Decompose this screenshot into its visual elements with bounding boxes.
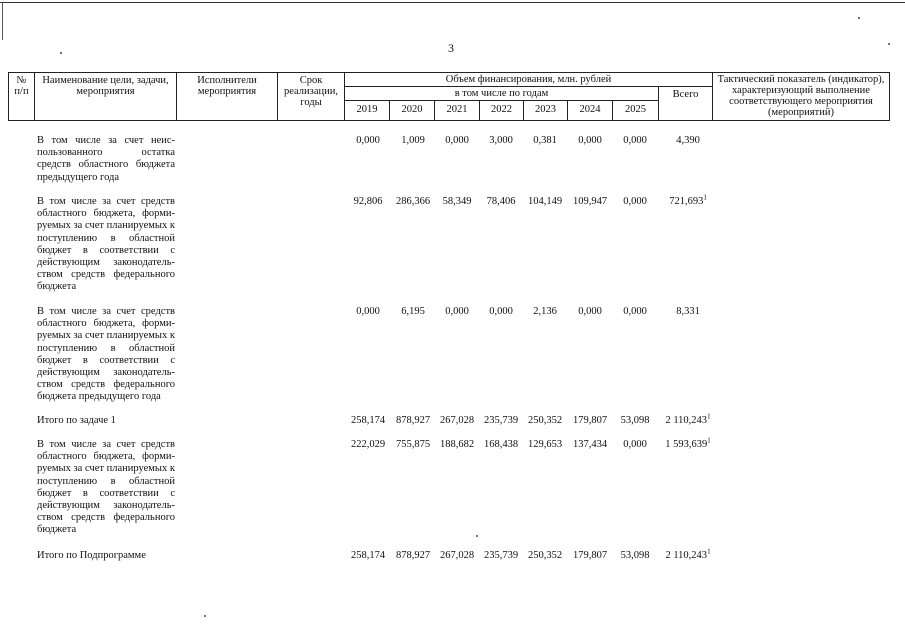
value-2021: 0,000: [445, 135, 469, 146]
header-executors-label: Исполнители мероприятия: [197, 75, 257, 97]
footnote-mark: 1: [707, 547, 711, 556]
value-2022: 168,438: [483, 439, 519, 450]
value-2020: 755,875: [395, 439, 431, 450]
scan-speck: [858, 17, 860, 19]
header-year-label: 2021: [446, 104, 468, 115]
footnote-mark: 1: [707, 436, 711, 445]
value-2021: 58,349: [442, 196, 472, 207]
value-2025: 53,098: [620, 550, 650, 561]
header-name-label: Наименование цели, задачи, мероприятия: [42, 75, 169, 97]
value-total: [659, 306, 717, 318]
value-2023: 250,352: [527, 415, 563, 426]
footnote-mark: 1: [703, 193, 707, 202]
header-total-label: Всего: [672, 89, 699, 100]
header-year-label: 2025: [625, 104, 646, 115]
header-year-label: 2024: [579, 104, 601, 115]
value-2019: 0,000: [356, 135, 380, 146]
value-total: [659, 135, 717, 147]
value-2023: 2,136: [533, 306, 557, 317]
value-total: [659, 547, 717, 562]
value-2020: 1,009: [401, 135, 425, 146]
footnote-mark: 1: [707, 412, 711, 421]
value-2025: 0,000: [623, 306, 647, 317]
value-2021: 0,000: [445, 306, 469, 317]
value-2023: 129,653: [527, 439, 563, 450]
value-2021: 267,028: [439, 550, 475, 561]
row-label: В том числе за счет средств областного бюджета, форми-руемых за счет планируемых к поступлению в областной бюджет в соответствии с действующим законодатель-ством средств федерального бюджета: [37, 196, 175, 293]
header-year-label: 2019: [356, 104, 378, 115]
value-2025: 0,000: [623, 196, 647, 207]
value-2024: 137,434: [572, 439, 608, 450]
total-number: 2 110,243: [665, 415, 708, 426]
header-year-label: 2022: [491, 104, 512, 115]
total-number: 2 110,243: [665, 550, 708, 561]
value-2019: 222,029: [350, 439, 386, 450]
value-2019: 0,000: [356, 306, 380, 317]
left-border-mark: [2, 2, 3, 40]
header-year-label: 2020: [401, 104, 423, 115]
total-number: 1 593,639: [665, 439, 708, 450]
value-2023: 250,352: [527, 550, 563, 561]
value-2021: 188,682: [439, 439, 475, 450]
value-2024: 0,000: [578, 306, 602, 317]
total-number: 721,693: [669, 196, 704, 207]
row-label: Итого по Подпрограмме: [37, 550, 146, 561]
value-2025: 0,000: [623, 135, 647, 146]
row-label: Итого по задаче 1: [37, 415, 116, 426]
value-2024: 0,000: [578, 135, 602, 146]
top-border-line: [0, 2, 905, 3]
scan-speck: [60, 52, 62, 54]
scan-speck: [476, 535, 478, 537]
row-label: В том числе за счет средств областного бюджета, форми-руемых за счет планируемых к поступлению в областной бюджет в соответствии с действующим законодатель-ством средств федерального бюджета предыдущего года: [37, 306, 175, 403]
scan-speck: [204, 615, 206, 617]
value-2022: 235,739: [483, 550, 519, 561]
header-num-label: № п/п: [14, 75, 29, 97]
value-2021: 267,028: [439, 415, 475, 426]
value-2019: 92,806: [353, 196, 383, 207]
header-year-label: 2023: [535, 104, 556, 115]
value-2022: 235,739: [483, 415, 519, 426]
value-2019: 258,174: [350, 415, 386, 426]
header-term-label: Срок реализации, годы: [284, 75, 338, 108]
value-2024: 109,947: [572, 196, 608, 207]
value-2023: 104,149: [527, 196, 563, 207]
value-2025: 53,098: [620, 415, 650, 426]
value-2020: 878,927: [395, 550, 431, 561]
value-total: [659, 436, 717, 451]
scan-speck: [888, 43, 890, 45]
total-number: 8,331: [676, 306, 700, 317]
value-2019: 258,174: [350, 550, 386, 561]
value-2024: 179,807: [572, 415, 608, 426]
value-2023: 0,381: [533, 135, 557, 146]
row-label: В том числе за счет средств областного бюджета, форми-руемых за счет планируемых к поступлению в областной бюджет в соответствии с действующим законодатель-ством средств федерального бюджета: [37, 439, 175, 536]
page-number: 3: [448, 41, 454, 55]
value-2024: 179,807: [572, 550, 608, 561]
value-2020: 286,366: [395, 196, 431, 207]
value-2022: 78,406: [486, 196, 516, 207]
value-2020: 878,927: [395, 415, 431, 426]
value-2025: 0,000: [623, 439, 647, 450]
row-label: В том числе за счет неис-пользованного остатка средств областного бюджета предыдущего года: [37, 135, 175, 183]
value-2020: 6,195: [401, 306, 425, 317]
value-total: [659, 193, 717, 208]
value-2022: 0,000: [489, 306, 513, 317]
value-2022: 3,000: [489, 135, 513, 146]
total-number: 4,390: [676, 135, 700, 146]
header-indicator-label: Тактический показатель (индикатор), характеризующий выполнение соответствующего мероприятия (мероприятий): [717, 74, 885, 118]
header-funding-label: Объем финансирования, млн. рублей: [445, 74, 612, 85]
value-total: [659, 412, 717, 427]
header-by-years-label: в том числе по годам: [454, 88, 549, 99]
